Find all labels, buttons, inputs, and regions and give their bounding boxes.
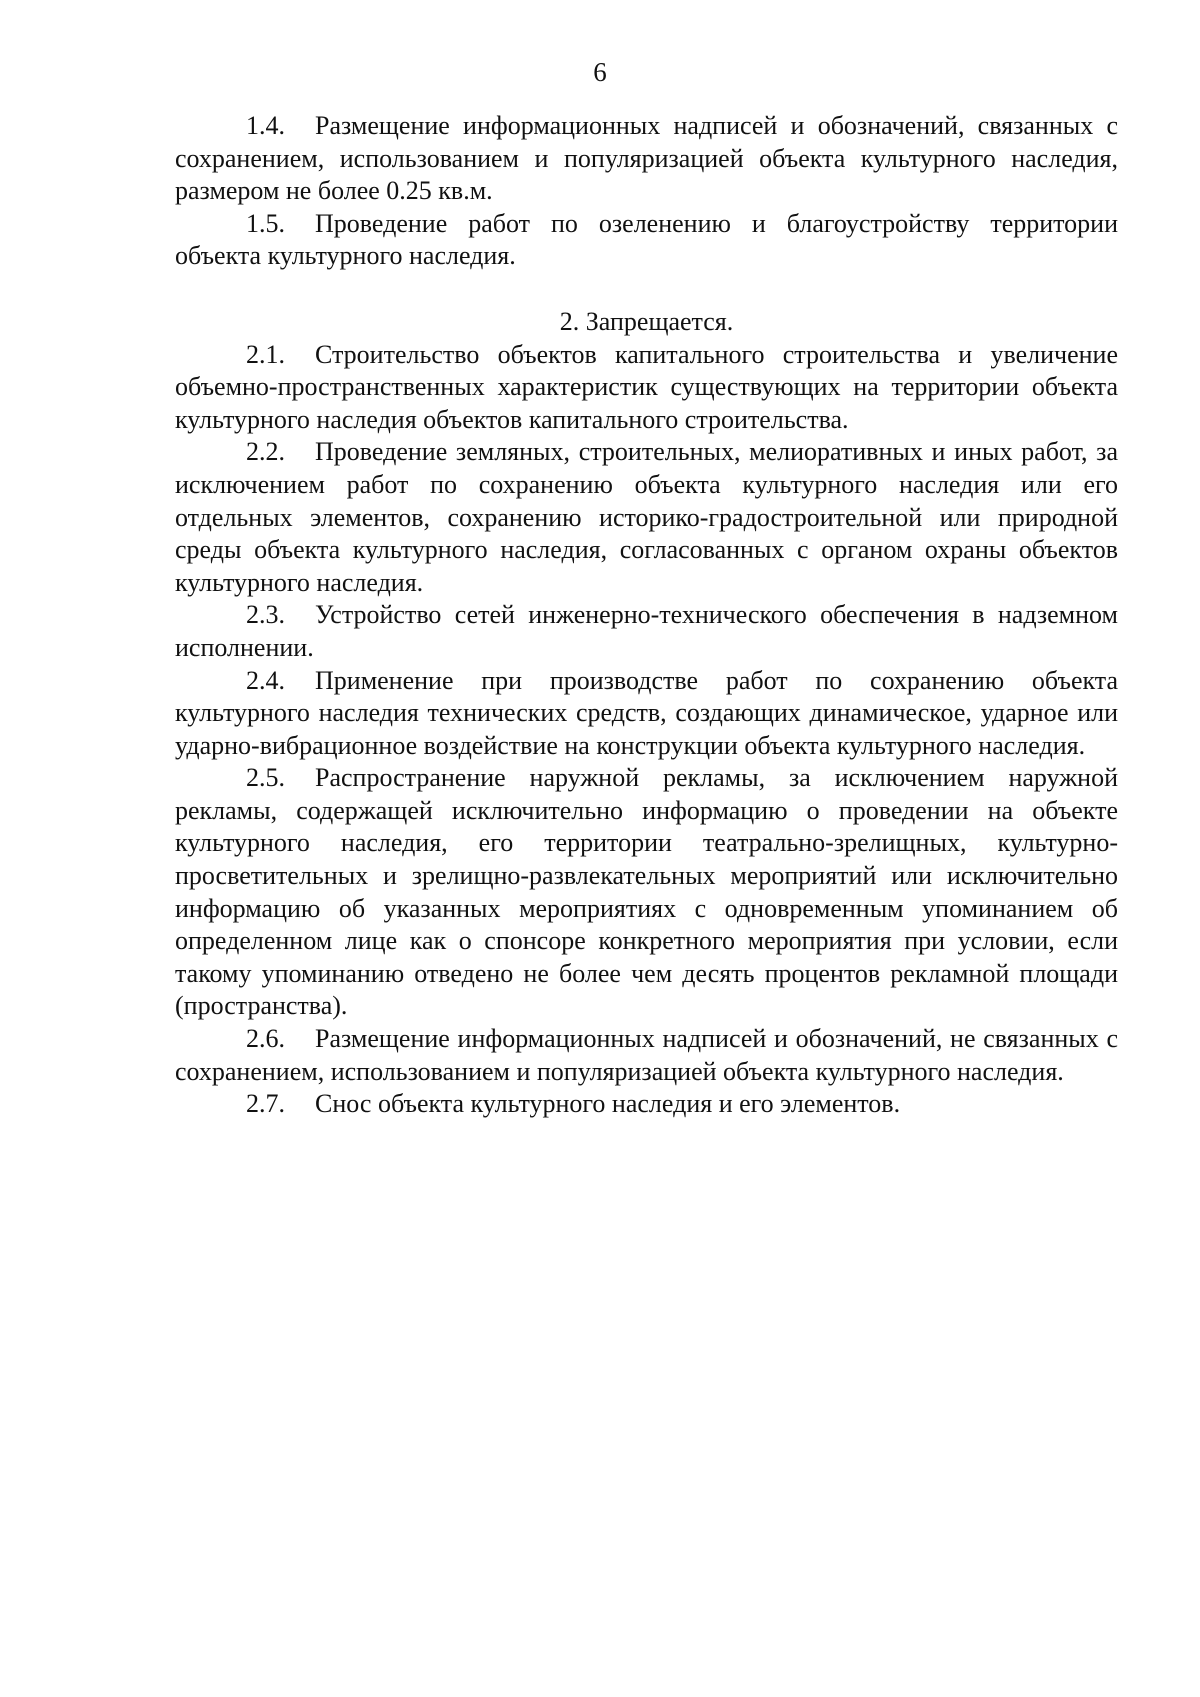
clause-text: Проведение работ по озеленению и благоустройству территории объекта культурного наследия. [175,208,1118,271]
clause-2-2 [175,436,1118,599]
clause-number: 2.5. [246,763,285,793]
clause-2-1 [175,339,1118,437]
clause-2-7 [175,1088,1118,1121]
page-number: 6 [593,57,607,87]
clause-number: 2.2. [246,437,285,467]
clause-number: 2.1. [246,339,285,369]
clause-number: 2.3. [246,600,285,630]
clause-number: 1.5. [246,208,285,238]
clause-text: Распространение наружной рекламы, за исключением наружной рекламы, содержащей исключительно информацию о проведении на объекте культурного наследия, его территории театрально-зрелищных, культурно-просветительных и зрелищно-развлекательных мероприятий или исключительно информацию об указанных мероприятиях с одновременным упоминанием об определенном лице как о спонсоре конкретного мероприятия при условии, если такому упоминанию отведено не более чем десять процентов рекламной площади (пространства). [175,763,1118,1021]
document-body [175,110,1118,1121]
clause-text: Строительство объектов капитального строительства и увеличение объемно-пространственных характеристик существующих на территории объекта культурного наследия объектов капитального строительства. [175,339,1118,434]
clause-number: 2.6. [246,1024,285,1054]
clause-2-4 [175,665,1118,763]
clause-number: 1.4. [246,111,285,140]
clause-2-5 [175,762,1118,1023]
clause-text: Размещение информационных надписей и обозначений, не связанных с сохранением, использованием и популяризацией объекта культурного наследия. [175,1024,1118,1086]
clause-2-6 [175,1023,1118,1088]
clause-number: 2.7. [246,1089,285,1119]
clause-2-3 [175,599,1118,664]
clause-text: Размещение информационных надписей и обозначений, связанных с сохранением, использованием и популяризацией объекта культурного наследия, размером не более 0.25 кв.м. [175,111,1118,206]
clause-text: Применение при производстве работ по сохранению объекта культурного наследия технических средств, создающих динамическое, ударное или ударно-вибрационное воздействие на конструкции объекта культурного наследия. [175,665,1118,760]
section-2-heading: 2. Запрещается. [559,306,734,336]
clause-1-5 [175,208,1118,273]
clause-text: Проведение земляных, строительных, мелиоративных и иных работ, за исключением работ по сохранению объекта культурного наследия или его отдельных элементов, сохранению историко-градостроительной или природной среды объекта культурного наследия, согласованных с органом охраны объектов культурного наследия. [175,437,1118,597]
clause-text: Снос объекта культурного наследия и его элементов. [315,1089,901,1119]
clause-number: 2.4. [246,665,285,695]
clause-text: Устройство сетей инженерно-технического обеспечения в надземном исполнении. [175,600,1118,662]
clause-1-4 [175,110,1118,208]
